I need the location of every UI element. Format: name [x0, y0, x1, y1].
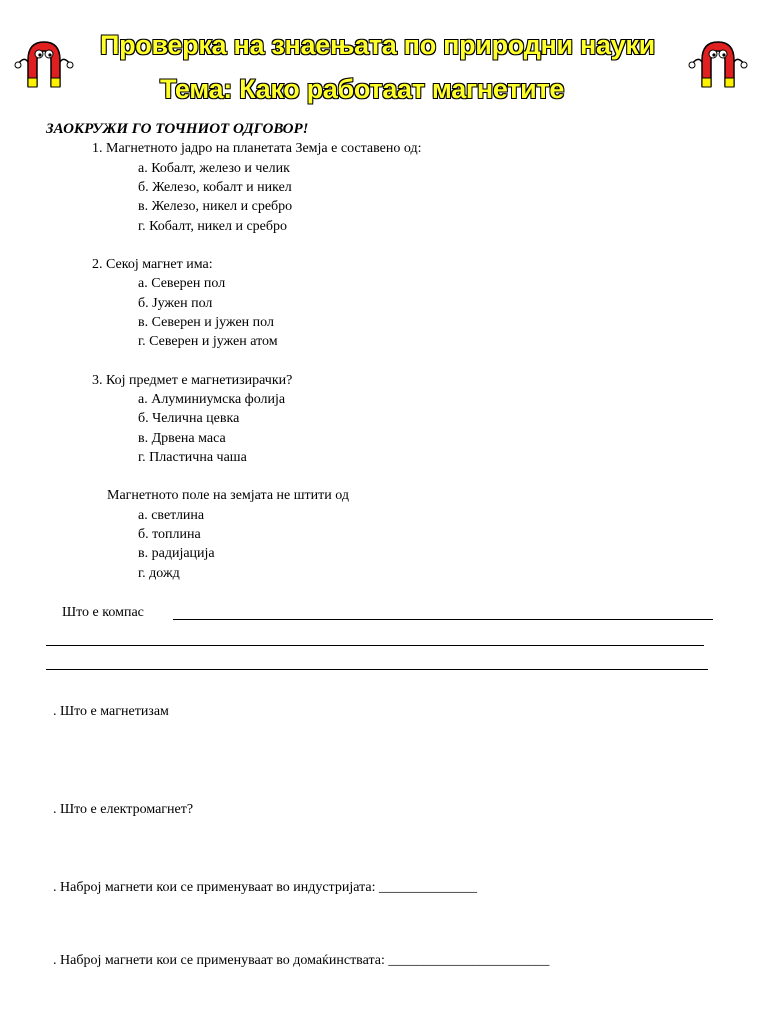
q4-option-b[interactable]: б. топлина — [138, 527, 201, 542]
electromagnet-question: . Што е електромагнет? — [53, 802, 194, 817]
q2-option-c[interactable]: в. Северен и јужен пол — [138, 315, 274, 330]
magnetism-question: . Што е магнетизам — [53, 704, 169, 719]
horseshoe-magnet-mascot-icon — [14, 34, 74, 90]
q1-option-c[interactable]: в. Железо, никел и сребро — [138, 199, 293, 214]
answer-line[interactable] — [173, 619, 713, 620]
q3-option-a[interactable]: а. Алуминиумска фолија — [138, 392, 286, 407]
q2-option-b[interactable]: б. Јужен пол — [138, 296, 213, 311]
question-2: 2. Секој магнет има: — [92, 257, 213, 272]
answer-line[interactable] — [46, 645, 704, 646]
household-magnets-question[interactable]: . Наброј магнети кои се применуваат во домаќинствата: _______________________ — [53, 953, 550, 968]
question-4: Магнетното поле на земјата не штити од — [107, 488, 349, 503]
q1-option-d[interactable]: г. Кобалт, никел и сребро — [138, 219, 287, 234]
question-3: 3. Кој предмет е магнетизирачки? — [92, 373, 293, 388]
q3-option-c[interactable]: в. Дрвена маса — [138, 431, 226, 446]
worksheet-topic: Тема: Како работаат магнетите — [160, 74, 565, 104]
question-1: 1. Магнетното јадро на планетата Земја е составено од: — [92, 141, 422, 156]
industry-magnets-question[interactable]: . Наброј магнети кои се применуваат во индустријата: ______________ — [53, 880, 477, 895]
answer-line[interactable] — [46, 669, 708, 670]
worksheet-title: Проверка на знаењата по природни науки — [100, 30, 655, 60]
q1-option-b[interactable]: б. Железо, кобалт и никел — [138, 180, 292, 195]
q2-option-a[interactable]: а. Северен пол — [138, 276, 226, 291]
q3-option-b[interactable]: б. Челична цевка — [138, 411, 240, 426]
q2-option-d[interactable]: г. Северен и јужен атом — [138, 334, 278, 349]
q4-option-d[interactable]: г. дожд — [138, 566, 180, 581]
instruction-heading: ЗАОКРУЖИ ГО ТОЧНИОТ ОДГОВОР! — [46, 121, 309, 137]
q3-option-d[interactable]: г. Пластична чаша — [138, 450, 247, 465]
compass-question: Што е компас — [62, 605, 144, 620]
q1-option-a[interactable]: а. Кобалт, железо и челик — [138, 161, 290, 176]
q4-option-a[interactable]: а. светлина — [138, 508, 205, 523]
q4-option-c[interactable]: в. радијација — [138, 546, 215, 561]
horseshoe-magnet-mascot-icon — [688, 34, 748, 90]
